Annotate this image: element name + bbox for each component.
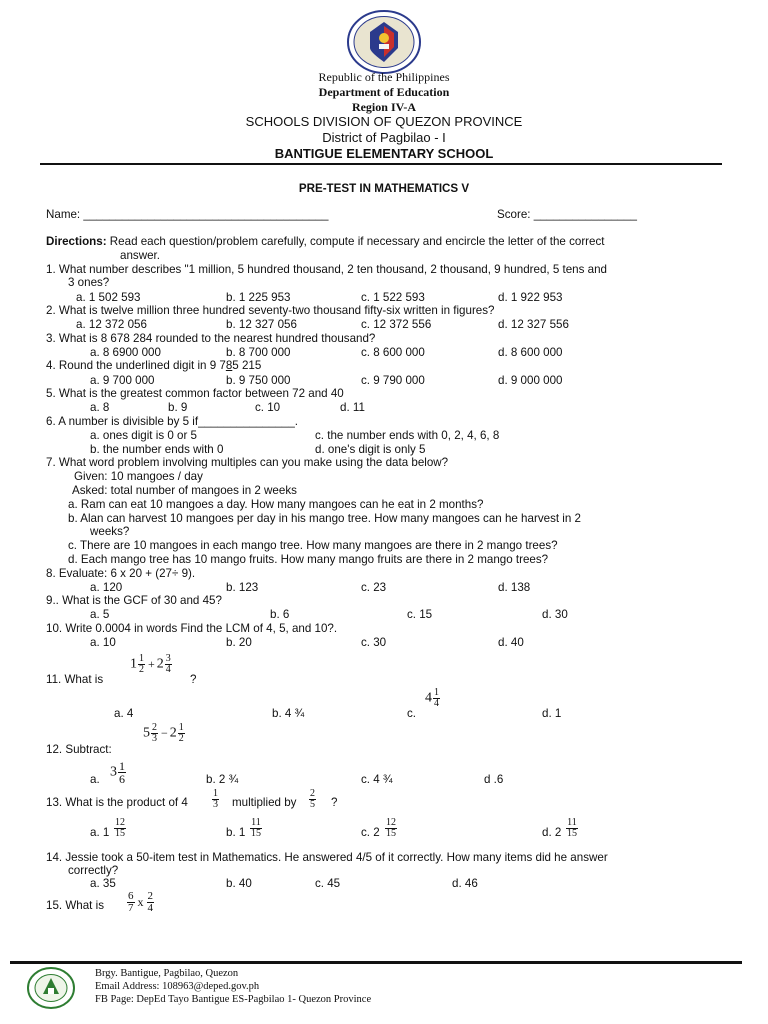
school-logo bbox=[26, 966, 76, 1010]
q11-option-c-label: c. bbox=[407, 707, 417, 720]
q7-option-b-cont: weeks? bbox=[90, 525, 130, 538]
region-line: Region IV-A bbox=[351, 100, 417, 114]
footer-email[interactable]: Email Address: 108963@deped.gov.ph bbox=[95, 981, 260, 992]
q13-option-b-frac: $\frac{11}{15}$ bbox=[251, 817, 261, 839]
q9-option-d[interactable]: d. 30 bbox=[542, 608, 568, 621]
q4-underlined-digit: 8 bbox=[225, 359, 233, 372]
q11-option-c-value: 4 $\frac{1}{4}$ bbox=[425, 687, 439, 709]
q13-option-b[interactable] bbox=[226, 826, 245, 839]
q14-option-c[interactable]: c. 45 bbox=[315, 877, 341, 890]
q1-option-b[interactable]: b. 1 225 953 bbox=[226, 291, 291, 304]
q2-text: 2. What is twelve million three hundred seventy-two thousand fifty-six written in figures? bbox=[46, 304, 495, 317]
q11-option-b[interactable]: b. 4 ¾ bbox=[272, 707, 305, 720]
q7-text: 7. What word problem involving multiples can you make using the data below? bbox=[46, 456, 449, 469]
division-line: SCHOOLS DIVISION OF QUEZON PROVINCE bbox=[245, 114, 523, 129]
footer-fb-page[interactable]: FB Page: DepEd Tayo Bantigue ES-Pagbilao 1- Quezon Province bbox=[95, 994, 372, 1005]
q4-option-a[interactable]: a. 9 700 000 bbox=[90, 374, 155, 387]
q7-option-c[interactable]: c. There are 10 mangoes in each mango tree. How many mangoes are there in 2 mango trees? bbox=[68, 539, 558, 552]
q11-option-a[interactable]: a. 4 bbox=[114, 707, 134, 720]
footer-address: Brgy. Bantigue, Pagbilao, Quezon bbox=[95, 968, 239, 979]
q2-option-d[interactable]: d. 12 327 556 bbox=[498, 318, 569, 331]
q5-option-c[interactable]: c. 10 bbox=[255, 401, 281, 414]
q15-text: 15. What is bbox=[46, 899, 104, 912]
q14-option-d[interactable]: d. 46 bbox=[452, 877, 478, 890]
q5-option-b[interactable]: b. 9 bbox=[168, 401, 188, 414]
q12-option-a-value: 3 $\frac{1}{6}$ bbox=[110, 759, 125, 786]
q7-asked: Asked: total number of mangoes in 2 weeks bbox=[72, 484, 297, 497]
q6-option-c[interactable]: c. the number ends with 0, 2, 4, 6, 8 bbox=[315, 429, 500, 442]
q3-option-d[interactable]: d. 8 600 000 bbox=[498, 346, 563, 359]
test-title: PRE-TEST IN MATHEMATICS V bbox=[298, 182, 470, 195]
q12-expression: 5 $\frac{2}{3}$ − 2 $\frac{1}{2}$ bbox=[143, 722, 184, 744]
directions-label: Directions: bbox=[46, 235, 107, 248]
q9-option-a[interactable]: a. 5 bbox=[90, 608, 110, 621]
deped-seal bbox=[346, 10, 422, 74]
district-line: District of Pagbilao - I bbox=[322, 130, 446, 145]
q5-text: 5. What is the greatest common factor between 72 and 40 bbox=[46, 387, 344, 400]
q13-option-c-frac: $\frac{12}{15}$ bbox=[386, 817, 396, 839]
q12-option-a[interactable] bbox=[90, 773, 100, 786]
header-divider bbox=[40, 163, 722, 165]
school-name: BANTIGUE ELEMENTARY SCHOOL bbox=[274, 146, 494, 161]
q10-text: 10. Write 0.0004 in words Find the LCM of 4, 5, and 10?. bbox=[46, 622, 338, 635]
q8-option-b[interactable]: b. 123 bbox=[226, 581, 259, 594]
q7-option-d[interactable]: d. Each mango tree has 10 mango fruits. How many mango fruits are there in 2 mango trees? bbox=[68, 553, 549, 566]
q13-option-d[interactable] bbox=[542, 826, 561, 839]
q14-option-a[interactable]: a. 35 bbox=[90, 877, 116, 890]
q5-option-d[interactable]: d. 11 bbox=[340, 401, 365, 414]
q13-option-d-label: d. 2 bbox=[542, 826, 562, 839]
q8-option-d[interactable]: d. 138 bbox=[498, 581, 531, 594]
q3-option-a[interactable]: a. 8 6900 000 bbox=[90, 346, 161, 359]
school-logo-icon bbox=[26, 966, 76, 1010]
q4-text-post: 5 215 bbox=[232, 359, 262, 372]
seal-icon bbox=[346, 10, 422, 74]
q3-text: 3. What is 8 678 284 rounded to the nearest hundred thousand? bbox=[46, 332, 376, 345]
directions bbox=[46, 235, 605, 248]
q10-option-b[interactable]: b. 20 bbox=[226, 636, 252, 649]
q13-option-c-label: c. 2 bbox=[361, 826, 380, 839]
score-field[interactable]: Score: ________________ bbox=[497, 208, 637, 221]
q11-option-c[interactable] bbox=[407, 707, 416, 720]
q1-option-d[interactable]: d. 1 922 953 bbox=[498, 291, 563, 304]
department-line: Department of Education bbox=[318, 85, 450, 99]
q13-frac-2: $\frac{2}{5}$ bbox=[310, 788, 315, 810]
q9-option-b[interactable]: b. 6 bbox=[270, 608, 290, 621]
q1-option-a[interactable]: a. 1 502 593 bbox=[76, 291, 141, 304]
directions-cont: answer. bbox=[120, 249, 160, 262]
q13-qmark: ? bbox=[331, 796, 338, 809]
q8-option-c[interactable]: c. 23 bbox=[361, 581, 387, 594]
q2-option-a[interactable]: a. 12 372 056 bbox=[76, 318, 147, 331]
q7-option-b[interactable]: b. Alan can harvest 10 mangoes per day in his mango tree. How many mangoes can he harvest in 2 bbox=[68, 512, 581, 525]
q14-text: 14. Jessie took a 50-item test in Mathematics. He answered 4/5 of it correctly. How many items did he answer bbox=[46, 851, 608, 864]
q4-text-pre: 4. Round the underlined digit in 9 7 bbox=[46, 359, 226, 372]
q6-option-b[interactable]: b. the number ends with 0 bbox=[90, 443, 224, 456]
q3-option-c[interactable]: c. 8 600 000 bbox=[361, 346, 425, 359]
q13-option-c[interactable] bbox=[361, 826, 380, 839]
q10-option-c[interactable]: c. 30 bbox=[361, 636, 387, 649]
q13-option-d-frac: $\frac{11}{15}$ bbox=[567, 817, 577, 839]
q13-frac-1: $\frac{1}{3}$ bbox=[213, 788, 218, 810]
q5-option-a[interactable]: a. 8 bbox=[90, 401, 110, 414]
q13-text-mid: multiplied by bbox=[232, 796, 297, 809]
q1-option-c[interactable]: c. 1 522 593 bbox=[361, 291, 425, 304]
q4-text bbox=[46, 359, 261, 372]
q2-option-b[interactable]: b. 12 327 056 bbox=[226, 318, 297, 331]
q9-option-c[interactable]: c. 15 bbox=[407, 608, 433, 621]
q11-qmark: ? bbox=[190, 673, 197, 686]
q15-expression: $\frac{6}{7}$ x $\frac{2}{4}$ bbox=[128, 890, 153, 914]
q6-option-d[interactable]: d. one's digit is only 5 bbox=[315, 443, 426, 456]
q13-option-a-frac: $\frac{12}{15}$ bbox=[115, 817, 125, 839]
q12-text: 12. Subtract: bbox=[46, 743, 112, 756]
q7-option-a[interactable]: a. Ram can eat 10 mangoes a day. How many mangoes can he eat in 2 months? bbox=[68, 498, 484, 511]
q4-option-b[interactable]: b. 9 750 000 bbox=[226, 374, 291, 387]
q11-option-d[interactable]: d. 1 bbox=[542, 707, 562, 720]
q1-text-cont: 3 ones? bbox=[68, 276, 110, 289]
q15-times: x bbox=[137, 895, 144, 909]
name-field[interactable]: Name: ______________________________________ bbox=[46, 208, 329, 221]
q10-option-d[interactable]: d. 40 bbox=[498, 636, 524, 649]
q12-option-c[interactable]: c. 4 ¾ bbox=[361, 773, 393, 786]
q13-option-b-label: b. 1 bbox=[226, 826, 246, 839]
q13-text bbox=[46, 796, 188, 809]
q11-text: 11. What is bbox=[46, 673, 104, 686]
q8-text: 8. Evaluate: 6 x 20 + (27÷ 9). bbox=[46, 567, 196, 580]
q14-option-b[interactable]: b. 40 bbox=[226, 877, 252, 890]
q13-option-a-label: a. 1 bbox=[90, 826, 110, 839]
q11-expression: 1 $\frac{1}{2}$ + 2 $\frac{3}{4}$ bbox=[130, 653, 171, 675]
q3-option-b[interactable]: b. 8 700 000 bbox=[226, 346, 291, 359]
q12-option-b[interactable]: b. 2 ¾ bbox=[206, 773, 239, 786]
q4-option-c[interactable]: c. 9 790 000 bbox=[361, 374, 425, 387]
q8-option-a[interactable]: a. 120 bbox=[90, 581, 123, 594]
q12-option-d[interactable]: d .6 bbox=[484, 773, 504, 786]
q6-option-a[interactable]: a. ones digit is 0 or 5 bbox=[90, 429, 197, 442]
q4-option-d[interactable]: d. 9 000 000 bbox=[498, 374, 563, 387]
q13-text-pre: 13. What is the product of 4 bbox=[46, 796, 188, 809]
q9-text: 9.. What is the GCF of 30 and 45? bbox=[46, 594, 222, 607]
footer-divider bbox=[10, 961, 742, 964]
q12-option-a-label: a. bbox=[90, 773, 100, 786]
q13-option-a[interactable] bbox=[90, 826, 109, 839]
q1-text: 1. What number describes "1 million, 5 hundred thousand, 2 ten thousand, 2 thousand, 9 hundred, 5 tens and bbox=[46, 263, 607, 276]
directions-text: Read each question/problem carefully, compute if necessary and encircle the letter of the correct bbox=[109, 235, 605, 248]
q2-option-c[interactable]: c. 12 372 556 bbox=[361, 318, 432, 331]
republic-line: Republic of the Philippines bbox=[318, 70, 450, 84]
q6-text: 6. A number is divisible by 5 if_______________. bbox=[46, 415, 299, 428]
q7-given: Given: 10 mangoes / day bbox=[74, 470, 203, 483]
q14-text-cont: correctly? bbox=[68, 864, 119, 877]
q10-option-a[interactable]: a. 10 bbox=[90, 636, 116, 649]
